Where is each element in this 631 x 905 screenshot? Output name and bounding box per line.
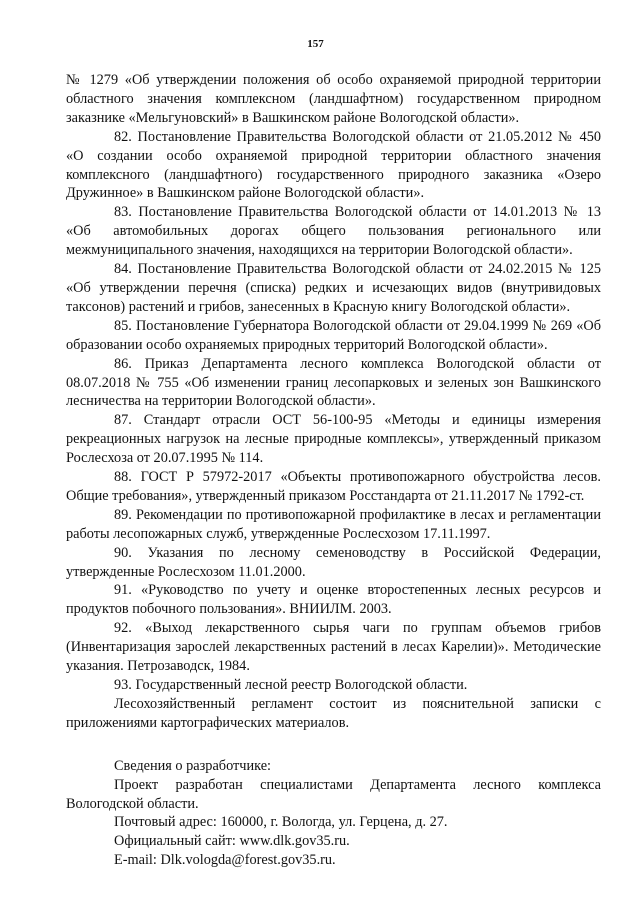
page-number: 157 (307, 38, 324, 50)
reference-item-84: 84. Постановление Правительства Вологодской области от 24.02.2015 № 125 «Об утверждении перечня (списка) редких и исчезающих видов (внутривидовых таксонов) растений и грибов, занесенных в Красную книгу Вологодской области». (66, 261, 601, 315)
developer-info-title: Сведения о разработчике: (114, 757, 272, 774)
reference-item-83: 83. Постановление Правительства Вологодской области от 14.01.2013 № 13 «Об автомобильных дорогах общего пользования регионального или межмуниципального значения, находящихся на территории Вологодской области». (66, 204, 601, 259)
developer-project-text: Проект разработан специалистами Департамента лесного комплекса Вологодской области. (66, 776, 601, 812)
developer-postal-address: Почтовый адрес: 160000, г. Вологда, ул. Герцена, д. 27. (114, 814, 448, 831)
reference-item-86: 86. Приказ Департамента лесного комплекса Вологодской области от 08.07.2018 № 755 «Об изменении границ лесопарковых и зеленых зон Вашкинского лесничества на территории Вологодской области». (66, 355, 601, 410)
reference-item-87: 87. Стандарт отрасли ОСТ 56-100-95 «Методы и единицы измерения рекреационных нагрузок на лесные природные комплексы», утвержденный приказом Рослесхоза от 20.07.1995 № 114. (66, 412, 601, 467)
section-spacer (66, 733, 601, 757)
reference-item-91: 91. «Руководство по учету и оценке второстепенных лесных ресурсов и продуктов побочного пользования». ВНИИЛМ. 2003. (66, 582, 601, 618)
developer-email: E-mail: Dlk.vologda@forest.gov35.ru. (114, 852, 336, 869)
reference-item-88: 88. ГОСТ Р 57972-2017 «Объекты противопожарного обустройства лесов. Общие требования», утвержденный приказом Росстандарта от 21.11.2017 № 1792-ст. (66, 469, 601, 504)
reference-item-89: 89. Рекомендации по противопожарной профилактике в лесах и регламентации работы лесопожарных служб, утвержденные Рослесхозом 17.11.1997. (66, 506, 601, 542)
reference-item-85: 85. Постановление Губернатора Вологодской области от 29.04.1999 № 269 «Об образовании особо охраняемых природных территорий Вологодской области». (66, 317, 601, 353)
reference-item-92: 92. «Выход лекарственного сырья чаги по группам объемов грибов (Инвентаризация зарослей лекарственных растений в лесах Карелии)». Методические указания. Петрозаводск, 1984. (66, 620, 601, 675)
regulation-composition-note: Лесохозяйственный регламент состоит из пояснительной записки с приложениями картографических материалов. (66, 695, 601, 731)
reference-item-93: 93. Государственный лесной реестр Вологодской области. (114, 677, 468, 693)
reference-item-90: 90. Указания по лесному семеноводству в Российской Федерации, утвержденные Рослесхозом 11.01.2000. (66, 544, 601, 580)
reference-item-82: 82. Постановление Правительства Вологодской области от 21.05.2012 № 450 «О создании особо охраняемой природной территории областного значения комплексного (ландшафтного) государственного природного заказника «Озеро Дружинное» в Вашкинском районе Вологодской области». (66, 128, 601, 202)
reference-item-81-continuation: № 1279 «Об утверждении положения об особо охраняемой природной территории областного значения комплексном (ландшафтном) государственном природном заказнике «Мельгуновский» в Вашкинском районе Вологодской области». (66, 72, 601, 126)
document-body (66, 71, 601, 870)
developer-website: Официальный сайт: www.dlk.gov35.ru. (114, 833, 350, 850)
